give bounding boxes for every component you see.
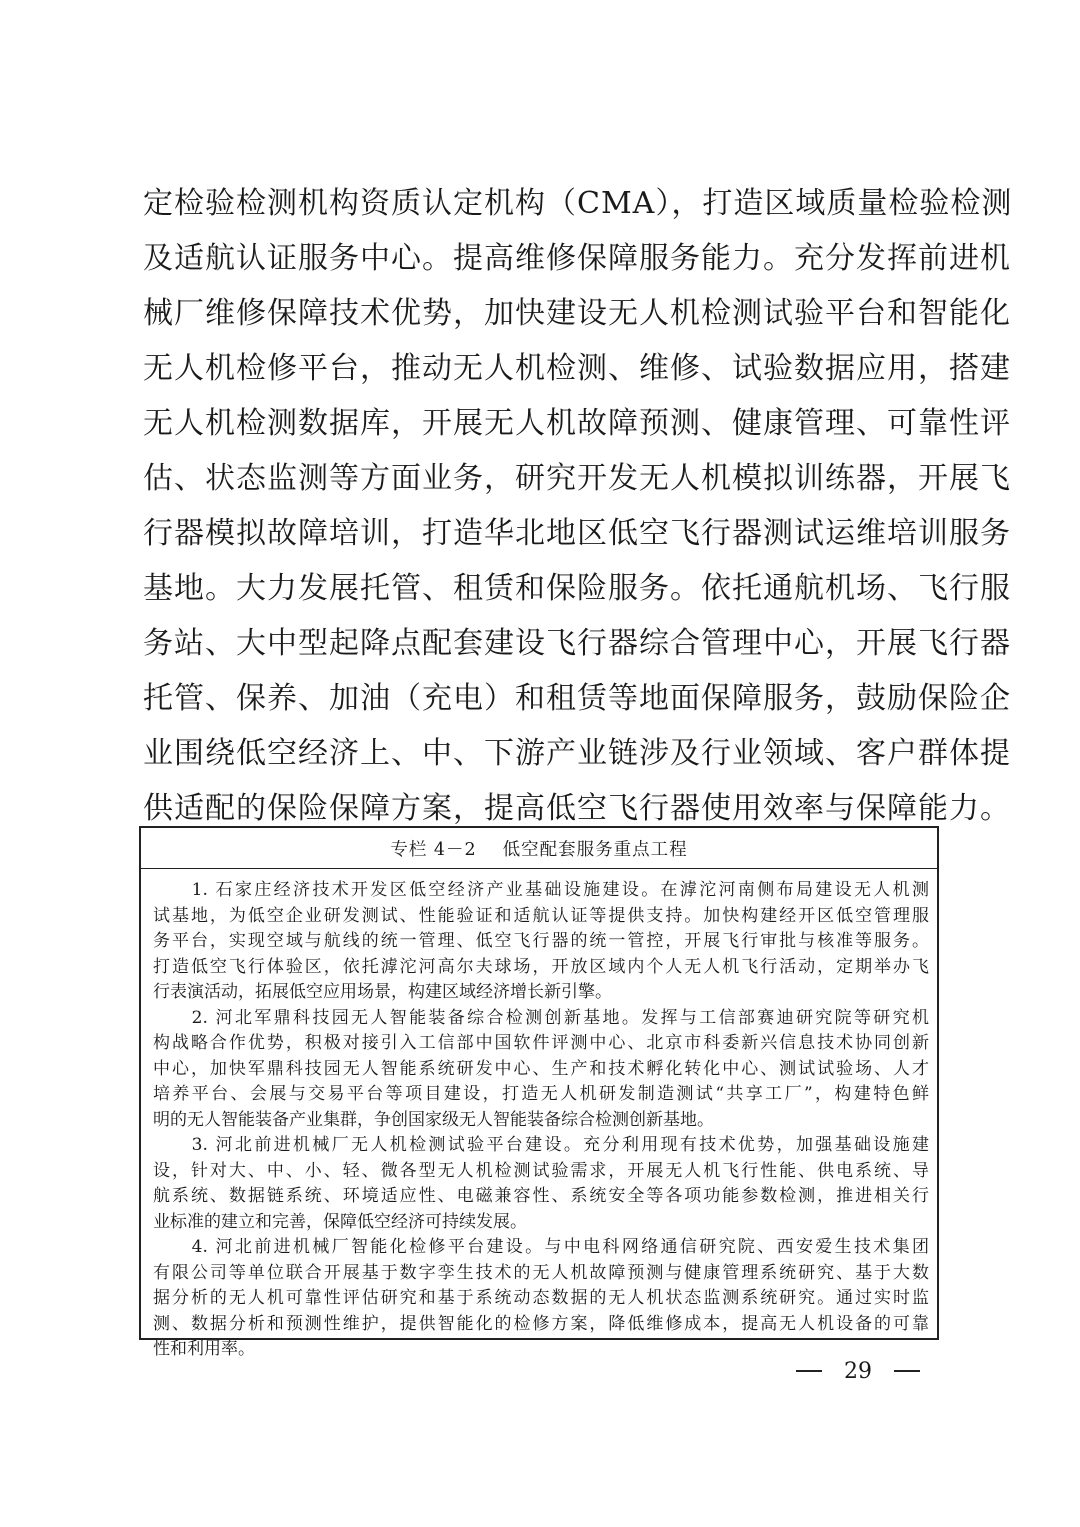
feature-box-header: [141, 828, 937, 869]
feature-box-line: 2. 河北军鼎科技园无人智能装备综合检测创新基地。发挥与工信部赛迪研究院等研究机: [153, 1007, 929, 1028]
feature-box-line: 试基地，为低空企业研发测试、性能验证和适航认证等提供支持。加快构建经开区低空管理服: [153, 905, 929, 926]
feature-box-line: 1. 石家庄经济技术开发区低空经济产业基础设施建设。在滹沱河南侧布局建设无人机测: [153, 880, 929, 900]
feature-box-line: 性和利用率。: [153, 1339, 255, 1359]
feature-box-line: 培养平台、会展与交易平台等项目建设，打造无人机研发制造测试“共享工厂”，构建特色鲜: [153, 1084, 929, 1104]
page-number-dash-left: [796, 1370, 822, 1372]
body-text-line: 无人机检修平台，推动无人机检测、维修、试验数据应用，搭建: [143, 351, 1011, 386]
page-footer: [796, 1356, 920, 1386]
feature-box-line: 行表演活动，拓展低空应用场景，构建区域经济增长新引擎。: [153, 982, 612, 1002]
body-text: [143, 178, 1013, 838]
feature-box-line: 构战略合作优势，积极对接引入工信部中国软件评测中心、北京市科委新兴信息技术协同创新: [153, 1033, 929, 1053]
feature-box-line: 打造低空飞行体验区，依托滹沱河高尔夫球场，开放区域内个人无人机飞行活动，定期举办飞: [153, 956, 929, 977]
feature-box-line: 4. 河北前进机械厂智能化检修平台建设。与中电科网络通信研究院、西安爱生技术集团: [153, 1237, 929, 1257]
page-number: 29: [844, 1358, 872, 1384]
feature-box: [139, 826, 939, 1359]
page-number-dash-right: [894, 1370, 920, 1372]
body-text-line: 估、状态监测等方面业务，研究开发无人机模拟训练器，开展飞: [143, 461, 1011, 496]
feature-box-line: 航系统、数据链系统、环境适应性、电磁兼容性、系统安全等各项功能参数检测，推进相关行: [153, 1186, 929, 1206]
body-text-line: 行器模拟故障培训，打造华北地区低空飞行器测试运维培训服务: [143, 516, 1011, 551]
feature-box-line: 设，针对大、中、小、轻、微各型无人机检测试验需求，开展无人机飞行性能、供电系统、导: [153, 1160, 929, 1181]
feature-box-label: 专栏 4－2: [390, 840, 477, 860]
body-text-line: 无人机检测数据库，开展无人机故障预测、健康管理、可靠性评: [143, 406, 1011, 441]
body-text-line: 业围绕低空经济上、中、下游产业链涉及行业领域、客户群体提: [143, 736, 1011, 771]
body-text-line: 托管、保养、加油（充电）和租赁等地面保障服务，鼓励保险企: [143, 681, 1011, 716]
feature-box-line: 明的无人智能装备产业集群，争创国家级无人智能装备综合检测创新基地。: [153, 1109, 714, 1130]
body-text-line: 及适航认证服务中心。提高维修保障服务能力。充分发挥前进机: [143, 241, 1011, 276]
feature-box-line: 据分析的无人机可靠性评估研究和基于系统动态数据的无人机状态监测系统研究。通过实时监: [153, 1288, 929, 1308]
body-text-line: 供适配的保险保障方案，提高低空飞行器使用效率与保障能力。: [143, 791, 1011, 826]
feature-box-body: [141, 869, 937, 1363]
feature-box-line: 测、数据分析和预测性维护，提供智能化的检修方案，降低维修成本，提高无人机设备的可靠: [153, 1313, 929, 1334]
body-text-line: 械厂维修保障技术优势，加快建设无人机检测试验平台和智能化: [143, 296, 1011, 331]
body-text-line: 基地。大力发展托管、租赁和保险服务。依托通航机场、飞行服: [143, 571, 1011, 606]
feature-box-line: 业标准的建立和完善，保障低空经济可持续发展。: [153, 1211, 527, 1232]
body-text-line: 务站、大中型起降点配套建设飞行器综合管理中心，开展飞行器: [143, 626, 1011, 661]
feature-box-line: 中心，加快军鼎科技园无人智能系统研发中心、生产和技术孵化转化中心、测试试验场、人才: [153, 1058, 929, 1079]
body-text-line: 定检验检测机构资质认定机构（CMA），打造区域质量检验检测: [143, 186, 1013, 221]
feature-box-line: 务平台，实现空域与航线的统一管理、低空飞行器的统一管控，开展飞行审批与核准等服务。: [153, 931, 929, 951]
feature-box-title: 低空配套服务重点工程: [502, 840, 688, 860]
feature-box-line: 3. 河北前进机械厂无人机检测试验平台建设。充分利用现有技术优势，加强基础设施建: [153, 1135, 929, 1155]
feature-box-line: 有限公司等单位联合开展基于数字孪生技术的无人机故障预测与健康管理系统研究、基于大数: [153, 1262, 929, 1283]
